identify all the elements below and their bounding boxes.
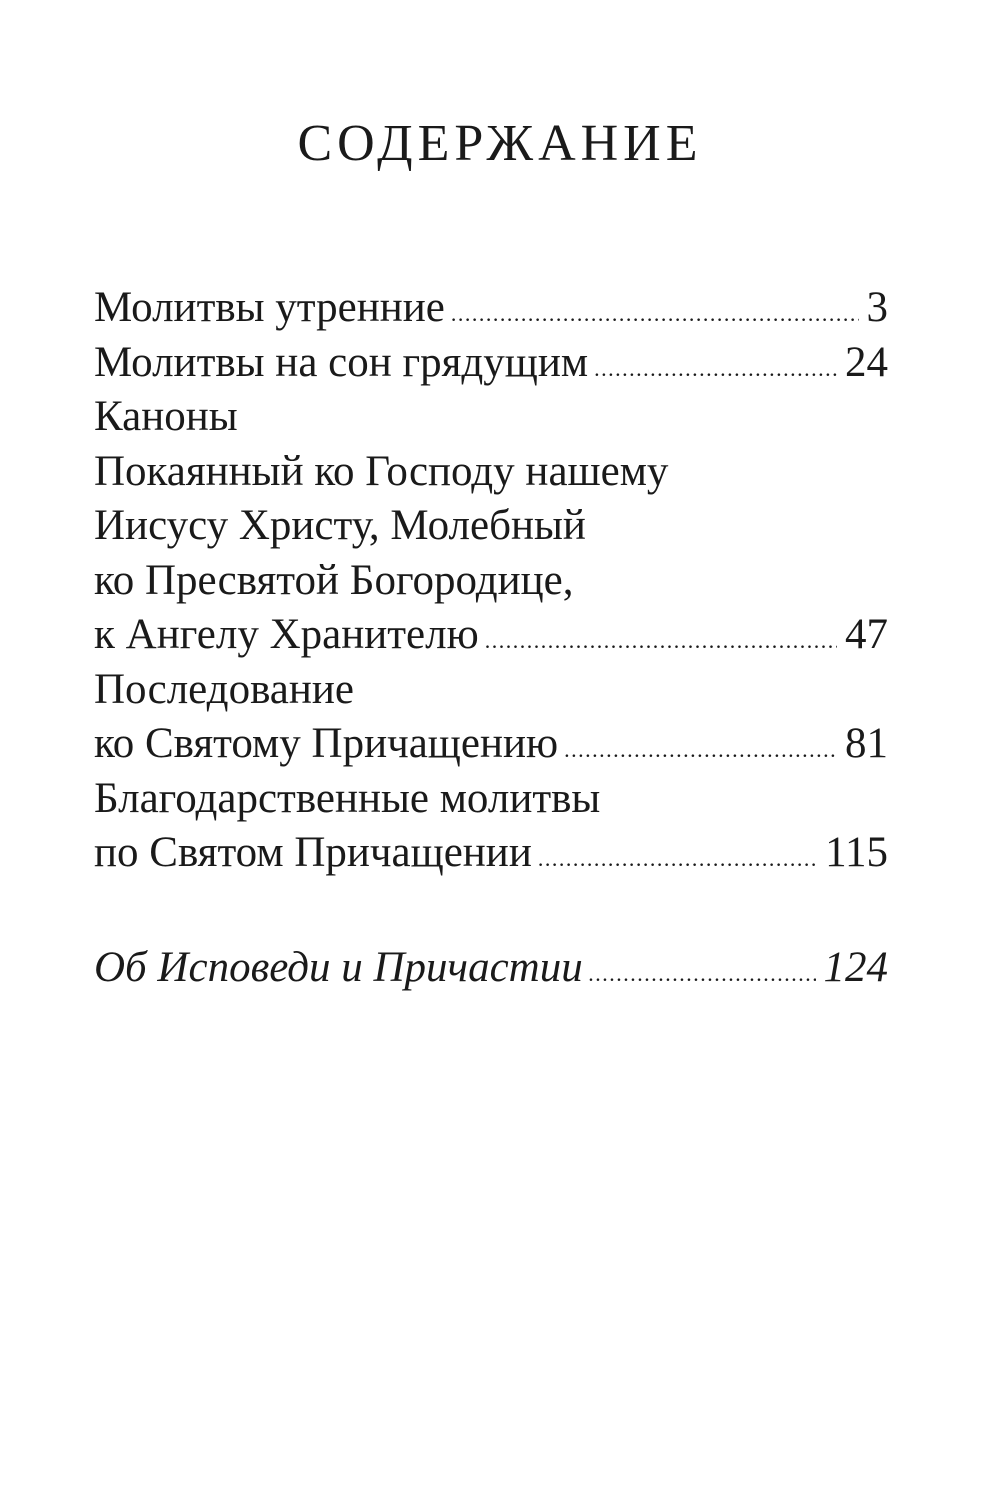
dot-leader (564, 739, 837, 761)
toc-page-number: 47 (845, 611, 888, 658)
toc-page-number: 124 (823, 943, 888, 991)
toc-entry-title: Последование (94, 665, 354, 713)
toc-page-number: 81 (845, 720, 888, 767)
toc-entry-title: Покаянный ко Господу нашему (94, 447, 669, 495)
toc-entry-communion-rule[interactable] (94, 663, 888, 772)
dot-leader (451, 303, 859, 325)
toc-entry-line (94, 608, 888, 663)
toc-entry-title: Молитвы на сон грядущим (94, 338, 589, 386)
toc-entry-line (94, 772, 888, 827)
toc-entry-line (94, 499, 888, 554)
dot-leader (485, 630, 837, 652)
toc-entry-line (94, 717, 888, 772)
dot-leader (538, 848, 817, 870)
toc-entry-title: Об Исповеди и Причастии (94, 943, 583, 991)
toc-entry-title: ко Святому Причащению (94, 720, 559, 767)
toc-entry-line (94, 445, 888, 500)
toc-entry-title: по Святом Причащении (94, 829, 532, 876)
toc-entry-line (94, 826, 888, 881)
section-spacer (94, 881, 888, 941)
toc-page-number: 3 (866, 284, 888, 331)
table-of-contents (94, 281, 888, 995)
page-title: СОДЕРЖАНИЕ (297, 115, 703, 172)
toc-entry-title: Иисусу Христу, Молебный (94, 502, 586, 549)
toc-entry-evening-prayers[interactable] (94, 336, 888, 391)
toc-page-number: 115 (825, 829, 888, 876)
dot-leader (589, 963, 816, 985)
toc-entry-line (94, 663, 888, 718)
toc-entry-confession[interactable] (94, 941, 888, 996)
toc-entry-title: Молитвы утренние (94, 284, 445, 331)
toc-entry-title: ко Пресвятой Богородице, (94, 556, 574, 604)
toc-entry-canons[interactable] (94, 390, 888, 663)
toc-entry-line (94, 554, 888, 609)
toc-entry-morning-prayers[interactable] (94, 281, 888, 336)
toc-entry-title: Каноны (94, 393, 238, 440)
toc-entry-line (94, 390, 888, 445)
dot-leader (594, 358, 837, 380)
toc-entry-title: к Ангелу Хранителю (94, 611, 479, 658)
toc-entry-title: Благодарственные молитвы (94, 774, 601, 822)
toc-page-number: 24 (845, 338, 888, 386)
toc-entry-thanksgiving-prayers[interactable] (94, 772, 888, 881)
